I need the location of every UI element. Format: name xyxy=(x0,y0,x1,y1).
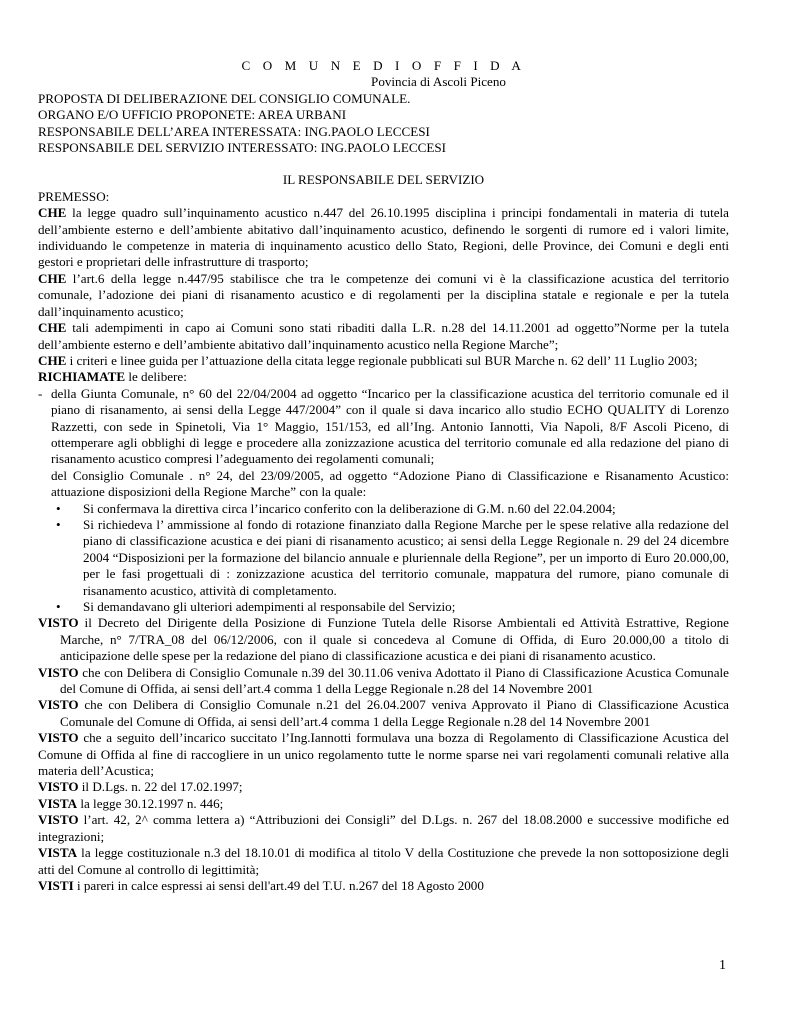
keyword: CHE xyxy=(38,270,67,286)
vista-paragraph xyxy=(38,845,729,878)
che-paragraph xyxy=(38,353,729,369)
paragraph-text: tali adempimenti in capo ai Comuni sono stati ribaditi dalla L.R. n.28 del 14.11.2001 ad oggetto”Norme per la tutela dell’ambiente esterno e dell’ambiente abitativo dall’inquinamento acustico nella Regione Marche”; xyxy=(38,320,729,352)
paragraph-text: il Decreto del Dirigente della Posizione di Funzione Tutela delle Risorse Ambientali ed Attività Estrattive, Regione Marche, n° 7/TRA_08 del 06/12/2006, con il quale si concedeva al Comune di Offida, di Euro 20.000,00 a titolo di anticipazione delle spese per la redazione del piano di classificazione acustica e dei piani di risanamento acustico. xyxy=(60,615,729,664)
paragraph-text: l’art. 42, 2^ comma lettera a) “Attribuzioni dei Consigli” del D.Lgs. n. 267 del 18.08.2000 e successive modifiche ed integrazioni; xyxy=(38,812,729,844)
paragraph-text: i pareri in calce espressi ai sensi dell'art.49 del T.U. n.267 del 18 Agosto 2000 xyxy=(73,877,484,893)
bullet-item xyxy=(56,501,729,517)
paragraph-text: i criteri e linee guida per l’attuazione della citata legge regionale pubblicati sul BUR Marche n. 62 dell’ 11 Luglio 2003; xyxy=(66,352,698,368)
keyword: CHE xyxy=(38,320,67,336)
header-line: RESPONSABILE DEL SERVIZIO INTERESSATO: ING.PAOLO LECCESI xyxy=(38,140,447,156)
premesso-label: PREMESSO: xyxy=(38,188,110,204)
bullet-item xyxy=(56,517,729,599)
paragraph-text: l’art.6 della legge n.447/95 stabilisce che tra le competenze dei comuni vi è la classificazione acustica del territorio comunale, l’adozione dei piani di risanamento acustico e di regolamenti per la disciplina statale e regionale e per la tutela dall’inquinamento acustico; xyxy=(38,270,729,319)
visto-paragraph xyxy=(38,812,729,845)
provincia-heading: Povincia di Ascoli Piceno xyxy=(371,74,506,90)
delibera-consiglio: del Consiglio Comunale . n° 24, del 23/09/2005, ad oggetto “Adozione Piano di Classificazione e Risanamento Acustico: attuazione disposizioni della Regione Marche” con la quale: xyxy=(51,467,729,500)
vista-paragraph xyxy=(38,796,729,812)
document-page xyxy=(38,56,729,894)
keyword: RICHIAMATE xyxy=(38,369,126,385)
bullet-text: Si richiedeva l’ ammissione al fondo di rotazione finanziato dalla Regione Marche per le spese relative alla redazione del piano di classificazione acustica e dei piani di risanamento acustico; ai sensi della Legge Regionale n. 29 del 24 dicembre 2004 “Disposizioni per la formazione del bilancio annuale e pluriennale della Regione”, per un importo di Euro 20.000,00, per le fasi progettuali di : zonizzazione acustica del territorio comunale, mappatura del rumore, piano comunale di risanamento acustico, attività di completamento. xyxy=(83,516,729,598)
paragraph-text: che con Delibera di Consiglio Comunale n.39 del 30.11.06 veniva Adottato il Piano di Classificazione Acustica Comunale del Comune di Offida, ai sensi dell’art.4 comma 1 della Legge Regionale n.28 del 14 Novembre 2001 xyxy=(60,664,729,697)
che-paragraph xyxy=(38,320,729,353)
keyword: VISTO xyxy=(38,615,79,631)
visto-paragraph xyxy=(38,730,729,779)
keyword: VISTO xyxy=(38,664,79,680)
paragraph-text: la legge quadro sull’inquinamento acustico n.447 del 26.10.1995 disciplina i principi fondamentali in materia di tutela dell’ambiente esterno e dell’ambiente abitativo dall’inquinamento acustico, definendo le sorgenti di rumore ed i valori limite, individuando le competenze in materia di inquinamento acustico dello Stato, Regioni, delle Province, dei Comuni e degli enti gestori e proprietari delle infrastrutture di trasporto; xyxy=(38,205,729,270)
visto-paragraph xyxy=(38,697,729,730)
che-paragraph xyxy=(38,271,729,320)
bullet-text: Si confermava la direttiva circa l’incarico conferito con la deliberazione di G.M. n.60 del 22.04.2004; xyxy=(83,500,616,516)
paragraph-text: il D.Lgs. n. 22 del 17.02.1997; xyxy=(78,779,243,795)
header-line: PROPOSTA DI DELIBERAZIONE DEL CONSIGLIO COMUNALE. xyxy=(38,90,411,106)
page-number: 1 xyxy=(719,958,726,973)
visti-paragraph xyxy=(38,878,729,894)
keyword: VISTO xyxy=(38,779,79,795)
keyword: VISTO xyxy=(38,730,79,746)
dash-marker: - xyxy=(38,385,43,401)
delibera-giunta xyxy=(38,386,729,468)
keyword: VISTA xyxy=(38,845,78,861)
paragraph-text: della Giunta Comunale, n° 60 del 22/04/2004 ad oggetto “Incarico per la classificazione acustica del territorio comunale ed il piano di risanamento, ai sensi della Legge 447/2004” con il quale si dava incarico allo studio ECHO QUALITY di Lorenzo Razzetti, con sede in Spinetoli, Via 1° Maggio, 151/153, ed all’Ing. Antonio Iannotti, Via Napoli, 8/F Ascoli Piceno, di ottemperare agli obblighi di legge e procedere alla zonizzazione acustica del territorio comunale ed alla redazione del piano di risanamento acustico compresi l’adeguamento dei regolamenti comunali; xyxy=(51,385,729,467)
bullet-item xyxy=(56,599,729,615)
bullet-icon: • xyxy=(56,516,61,532)
paragraph-text: che a seguito dell’incarico succitato l’Ing.Iannotti formulava una bozza di Regolamento di Classificazione Acustica del Comune di Offida al fine di raccogliere in un unico regolamento tutte le norme sparse nei vari regolamenti comunali relative alla materia dell’Acustica; xyxy=(38,730,729,779)
comune-heading: C O M U N E D I O F F I D A xyxy=(241,58,526,73)
visto-paragraph xyxy=(38,665,729,698)
keyword: VISTI xyxy=(38,877,74,893)
section-title: IL RESPONSABILE DEL SERVIZIO xyxy=(282,172,485,188)
paragraph-text: le delibere: xyxy=(125,369,187,385)
keyword: VISTO xyxy=(38,812,79,828)
paragraph-text: la legge costituzionale n.3 del 18.10.01 di modifica al titolo V della Costituzione che prevede la non sottoposizione degli atti del Comune al controllo di legittimità; xyxy=(38,845,729,877)
paragraph-text: che con Delibera di Consiglio Comunale n.21 del 26.04.2007 veniva Approvato il Piano di Classificazione Acustica Comunale del Comune di Offida, ai sensi dell’art.4 comma 1 della Legge Regionale n.28 del 14 Novembre 2001 xyxy=(60,697,729,729)
keyword: CHE xyxy=(38,352,67,368)
che-paragraph xyxy=(38,205,729,271)
keyword: CHE xyxy=(38,205,67,221)
keyword: VISTO xyxy=(38,697,79,713)
header-line: RESPONSABILE DELL’AREA INTERESSATA: ING.PAOLO LECCESI xyxy=(38,123,430,139)
visto-paragraph xyxy=(38,615,729,664)
richiamate-paragraph xyxy=(38,369,729,385)
paragraph-text: la legge 30.12.1997 n. 446; xyxy=(77,795,224,811)
bullet-text: Si demandavano gli ulteriori adempimenti al responsabile del Servizio; xyxy=(83,599,456,614)
keyword: VISTA xyxy=(38,795,78,811)
bullet-icon: • xyxy=(56,500,61,516)
header-line: ORGANO E/O UFFICIO PROPONETE: AREA URBANI xyxy=(38,107,347,123)
bullet-icon: • xyxy=(56,599,61,614)
visto-paragraph xyxy=(38,779,729,795)
